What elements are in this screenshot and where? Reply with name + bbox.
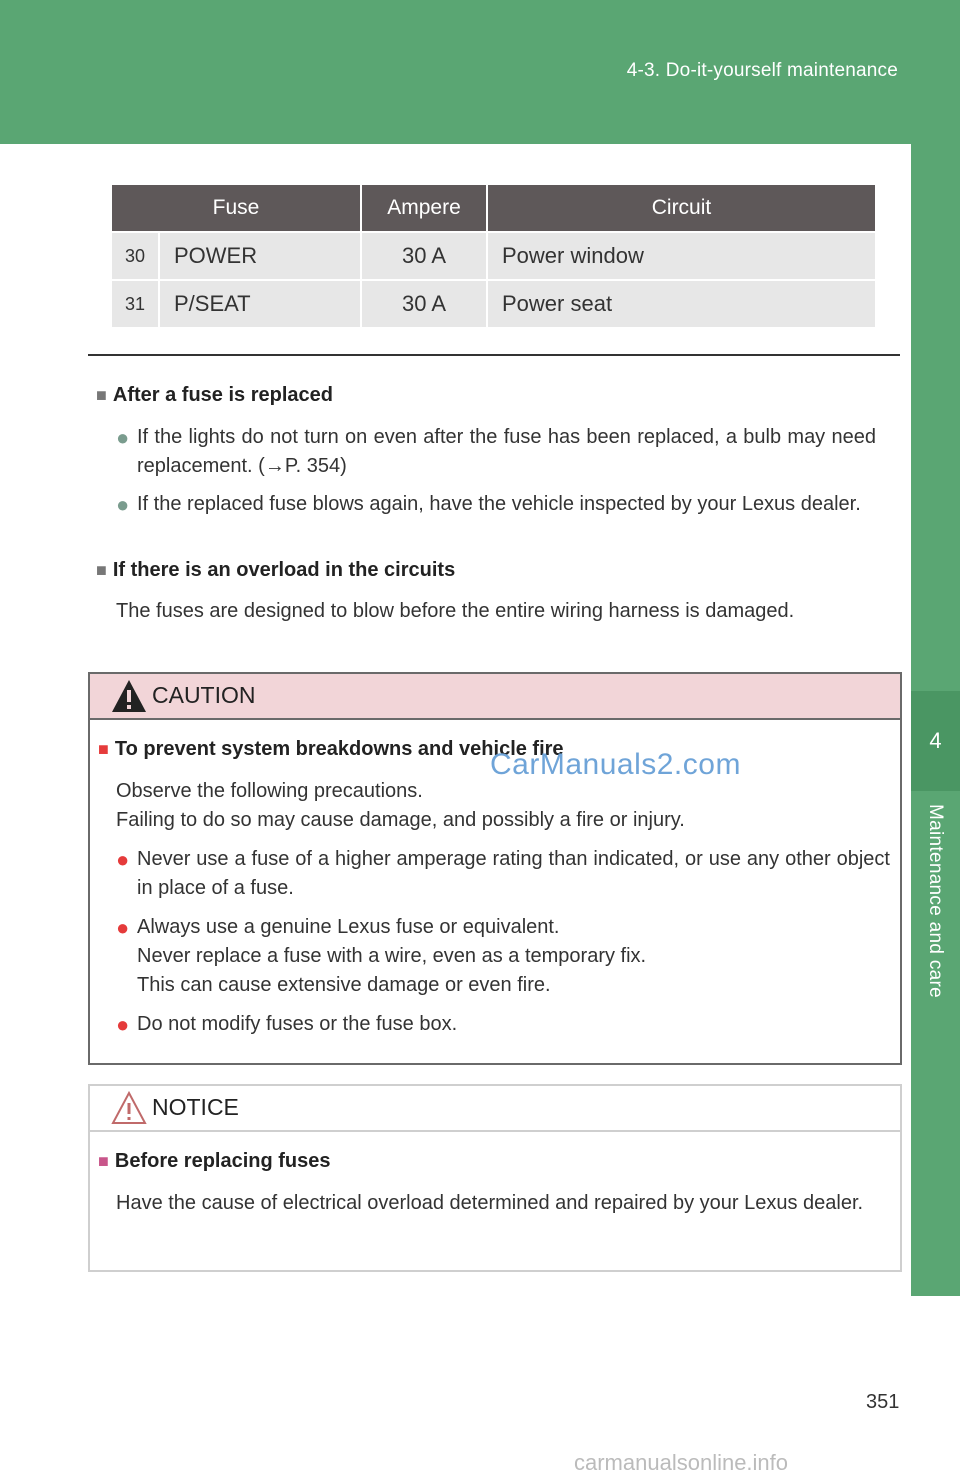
bullet-icon: ● (116, 847, 130, 872)
fuse-name: POWER (159, 232, 361, 280)
warning-outline-icon (110, 1090, 148, 1126)
caution-label: CAUTION (152, 682, 256, 708)
fuse-circuit: Power window (487, 232, 875, 280)
list-item: ● Do not modify fuses or the fuse box. (116, 1012, 458, 1037)
table-row (112, 280, 875, 327)
heading-overload: ■ If there is an overload in the circuits (96, 559, 456, 581)
notice-heading: ■ Before replacing fuses (98, 1150, 331, 1172)
table-row (112, 232, 875, 280)
caution-heading: ■ To prevent system breakdowns and vehicle fire (98, 738, 564, 760)
page-header (0, 0, 960, 144)
square-bullet-icon: ■ (96, 560, 107, 580)
square-bullet-icon: ■ (98, 1151, 109, 1171)
chapter-label: Maintenance and care (925, 804, 946, 999)
fuse-number: 31 (112, 280, 159, 327)
bullet-icon: ● (116, 425, 130, 450)
list-item: ● Always use a genuine Lexus fuse or equivalent. Never replace a fuse with a wire, even as a temporary fix. This can cause extensive damage or even fire. (116, 915, 647, 996)
fuse-circuit: Power seat (487, 280, 875, 327)
divider (88, 354, 900, 356)
notice-text: Have the cause of electrical overload determined and repaired by your Lexus dealer. (116, 1192, 864, 1214)
bullet-icon: ● (116, 1012, 130, 1037)
notice-header (90, 1086, 900, 1132)
square-bullet-icon: ■ (98, 739, 109, 759)
fuse-ampere: 30 A (361, 280, 487, 327)
column-header-ampere: Ampere (361, 185, 487, 232)
list-item: ● If the lights do not turn on even after the fuse has been replaced, a bulb may need replacement. (→P. 354) (116, 425, 876, 477)
fuse-ampere: 30 A (361, 232, 487, 280)
overload-text: The fuses are designed to blow before the entire wiring harness is damaged. (116, 600, 795, 622)
bullet-icon: ● (116, 492, 130, 517)
fuse-number: 30 (112, 232, 159, 280)
notice-label: NOTICE (152, 1094, 239, 1120)
list-item: ● If the replaced fuse blows again, have the vehicle inspected by your Lexus dealer. (116, 492, 861, 517)
caution-box (88, 672, 902, 1065)
caution-intro: Observe the following precautions. Failing to do so may cause damage, and possibly a fire or injury. (116, 780, 685, 831)
column-header-fuse: Fuse (112, 185, 361, 232)
watermark-top: CarManuals2.com (490, 748, 741, 781)
watermark-bottom: carmanualsonline.info (574, 1450, 789, 1475)
warning-icon (110, 678, 148, 714)
list-item: ● Never use a fuse of a higher amperage rating than indicated, or use any other object in place of a fuse. (116, 847, 890, 899)
square-bullet-icon: ■ (96, 385, 107, 405)
fuse-table (112, 185, 875, 327)
column-header-circuit: Circuit (487, 185, 875, 232)
section-title: 4-3. Do-it-yourself maintenance (626, 60, 898, 81)
caution-header (90, 674, 900, 720)
fuse-name: P/SEAT (159, 280, 361, 327)
page-number: 351 (866, 1391, 900, 1413)
chapter-number: 4 (911, 691, 960, 791)
table-header-row (112, 185, 875, 232)
bullet-icon: ● (116, 915, 130, 940)
notice-box (88, 1084, 902, 1272)
heading-after-replaced: ■ After a fuse is replaced (96, 384, 333, 406)
